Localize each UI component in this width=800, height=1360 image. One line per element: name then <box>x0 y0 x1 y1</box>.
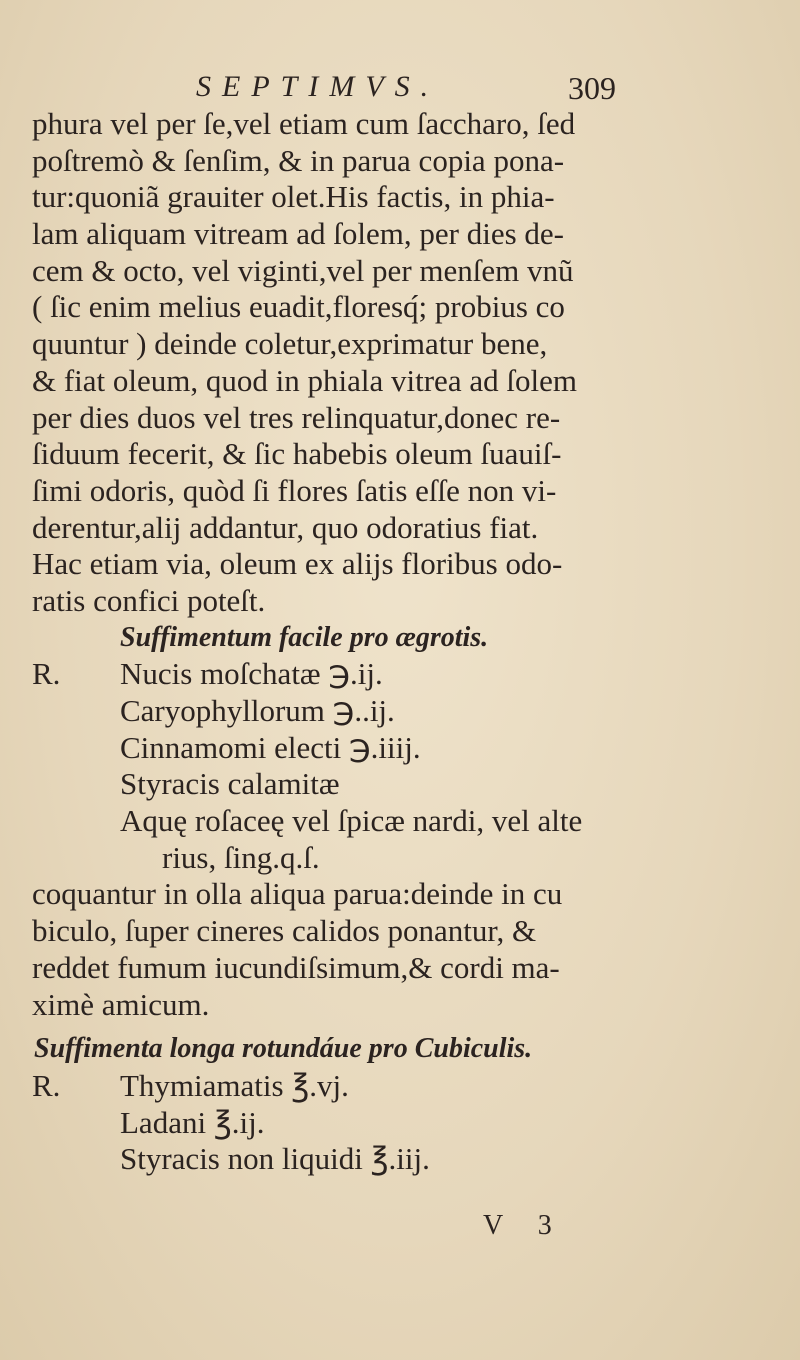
text-line: Hac etiam via, oleum ex alijs floribus odo- <box>32 546 563 582</box>
ingredient-line <box>32 1068 772 1105</box>
recipe-suffimenta-longa <box>32 1031 772 1178</box>
page-number: 309 <box>568 70 616 106</box>
text-line: poſtremò & ſenſim, & in parua copia pona- <box>32 142 565 178</box>
recipe-symbol: R. <box>32 656 61 692</box>
ingredient: Nucis moſchatæ ℈.ij. <box>120 656 383 692</box>
ingredient: Styracis calamitæ <box>120 766 340 802</box>
text-line: tur:quoniã grauiter olet.His factis, in phia- <box>32 179 555 215</box>
text-line: per dies duos vel tres relinquatur,donec re- <box>32 399 561 435</box>
direction-line: reddet fumum iucundiſsimum,& cordi ma- <box>32 949 560 985</box>
text-line: phura vel per ſe,vel etiam cum ſaccharo, ſed <box>32 106 576 141</box>
direction-line: ximè amicum. <box>32 986 210 1022</box>
ingredient: Ladani ℥.ij. <box>120 1104 265 1140</box>
text-line: & fiat oleum, quod in phiala vitrea ad ſolem <box>32 362 577 398</box>
text-line: lam aliquam vitream ad ſolem, per dies de- <box>32 216 564 252</box>
ingredient: Caryophyllorum ℈..ij. <box>120 693 395 728</box>
ingredient: Cinnamomi electi ℈.iiij. <box>120 729 421 765</box>
text-block <box>32 106 772 1178</box>
text-line: ſimi odoris, quòd ſi flores ſatis eſſe non vi- <box>32 472 557 508</box>
signature-mark: V 3 <box>483 1210 566 1241</box>
ingredient: Aquę roſaceę vel ſpicæ nardi, vel alte <box>120 803 583 839</box>
recipe-symbol: R. <box>32 1067 61 1103</box>
direction-line: biculo, ſuper cineres calidos ponantur, & <box>32 913 537 949</box>
running-head: SEPTIMVS. <box>196 70 440 103</box>
text-line: derentur,alij addantur, quo odoratius fiat. <box>32 509 539 545</box>
text-line: quuntur ) deinde coletur,exprimatur bene, <box>32 326 548 362</box>
page-header <box>0 70 800 110</box>
ingredient-continued: rius, ſing.q.ſ. <box>162 839 320 875</box>
paragraph-oil <box>32 106 772 620</box>
ingredient: Thymiamatis ℥.vj. <box>120 1067 349 1103</box>
recipe-heading: Suffimentum facile pro ægrotis. <box>120 621 489 653</box>
text-line: ( ſic enim melius euadit,floresq́; probius co <box>32 289 565 325</box>
text-line: ratis confici poteſt. <box>32 582 266 618</box>
text-line: ſiduum fecerit, & ſic habebis oleum ſuauiſ- <box>32 436 562 472</box>
recipe-suffimentum-facile <box>32 620 772 1024</box>
ingredient-line <box>32 656 772 693</box>
direction-line: coquantur in olla aliqua parua:deinde in cu <box>32 876 563 912</box>
ingredient: Styracis non liquidi ℥.iij. <box>120 1141 430 1177</box>
recipe-heading: Suffimenta longa rotundáue pro Cubiculis. <box>34 1033 533 1065</box>
text-line: cem & octo, vel viginti,vel per menſem vnũ <box>32 252 574 288</box>
